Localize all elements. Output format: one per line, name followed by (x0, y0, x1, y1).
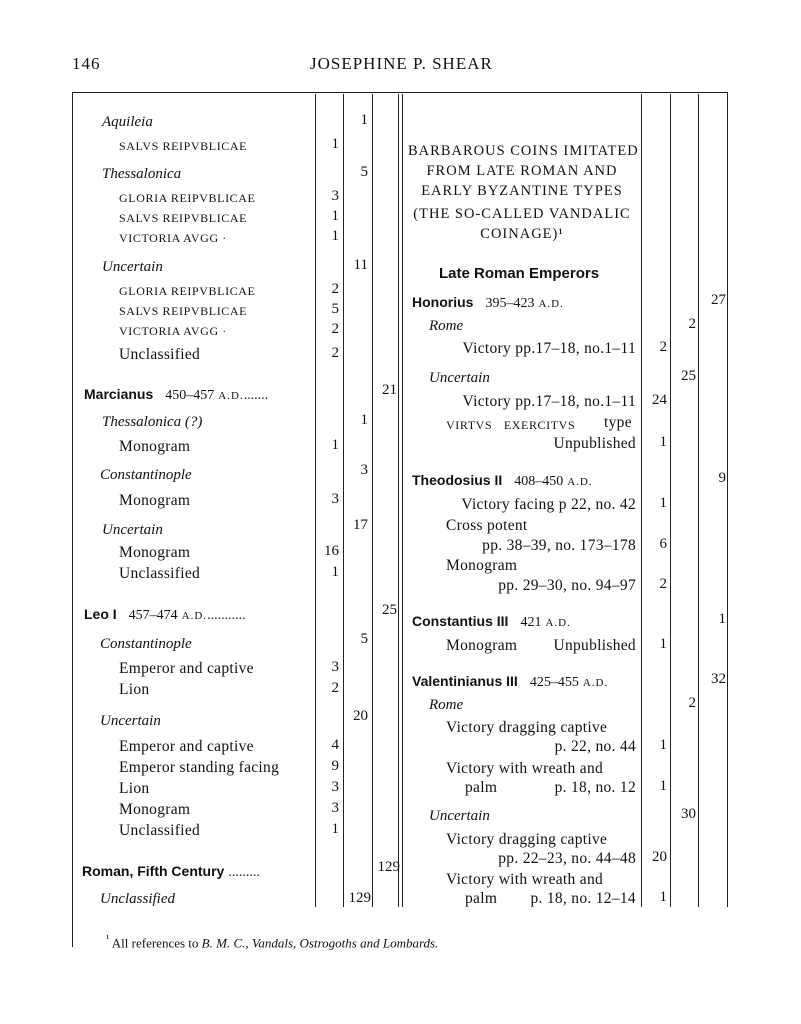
ad-label: A.D. (218, 390, 244, 402)
legend-type: VICTORIA AVGG · (119, 231, 227, 245)
ad-label: A.D. (567, 476, 593, 488)
ad-label: A.D. (582, 677, 609, 689)
mint-label: Uncertain (429, 370, 490, 386)
type-label: Unpublished (553, 637, 636, 654)
table-right-border (727, 92, 728, 907)
type-label: Victory pp.17–18, no.1–11 (462, 340, 636, 357)
col-divider-double (398, 94, 399, 907)
mint-label: Rome (429, 697, 464, 713)
col-divider-double (402, 94, 403, 907)
emperor-dates: 457–474 (128, 608, 178, 623)
count: 2 (331, 680, 339, 696)
type-label: Victory with wreath and (446, 760, 604, 777)
mint-label: Uncertain (102, 259, 163, 275)
type-label: Unclassified (119, 565, 201, 582)
type-label: Monogram (119, 544, 191, 561)
type-label: Emperor standing facing (119, 759, 280, 776)
leader-dots: ........... (207, 608, 246, 623)
legend-type: GLORIA REIPVBLICAE (119, 284, 256, 298)
count: 1 (659, 737, 667, 753)
title-line: BARBAROUS COINS IMITATED (408, 143, 639, 159)
mint-label: Thessalonica (?) (102, 414, 203, 430)
mint-label: Thessalonica (102, 166, 182, 182)
type-reference: pp. 22–23, no. 44–48 (498, 850, 636, 867)
count: 5 (331, 301, 339, 317)
count: 9 (331, 758, 339, 774)
mint-total: 1 (360, 412, 368, 428)
table-top-border (72, 92, 728, 93)
page-number: 146 (72, 54, 101, 73)
mint-total: 2 (688, 695, 696, 711)
count: 24 (652, 392, 667, 408)
running-head: JOSEPHINE P. SHEAR (310, 54, 493, 73)
col-divider (343, 94, 344, 907)
count: 1 (331, 136, 339, 152)
mint-label: Uncertain (100, 713, 161, 729)
mint-total: 11 (353, 257, 368, 273)
type-word: type (604, 414, 632, 431)
mint-label: Rome (429, 318, 464, 334)
type-label: Unpublished (553, 435, 636, 452)
col-divider (698, 94, 699, 907)
count: 2 (331, 345, 339, 361)
mint-total: 17 (353, 517, 368, 533)
emperor-total: 1 (718, 611, 726, 627)
type-label: Lion (119, 681, 150, 698)
type-reference: p. 18, no. 12 (554, 779, 636, 796)
legend-type: GLORIA REIPVBLICAE (119, 191, 256, 205)
mint-total: 1 (360, 112, 368, 128)
count: 16 (324, 543, 339, 559)
mint-total: 129 (348, 890, 371, 906)
title-line: FROM LATE ROMAN AND (426, 163, 618, 179)
emperor-heading (412, 472, 593, 490)
type-label: Emperor and captive (119, 738, 254, 755)
count: 3 (331, 779, 339, 795)
table-left-border (72, 92, 73, 947)
emperor-heading (412, 294, 564, 312)
emperor-name: Roman, Fifth Century (82, 863, 225, 879)
type-label: palm (465, 890, 498, 907)
ad-label: A.D. (181, 610, 208, 622)
col-divider (670, 94, 671, 907)
title-line: COINAGE)¹ (480, 226, 564, 242)
count: 1 (659, 434, 667, 450)
type-label: Lion (119, 780, 150, 797)
type-reference: pp. 38–39, no. 173–178 (482, 537, 636, 554)
count: 3 (331, 491, 339, 507)
emperor-name: Theodosius II (412, 472, 503, 488)
emperor-heading (412, 673, 608, 691)
type-label: Monogram (119, 438, 191, 455)
footnote-ref: B. M. C., (201, 935, 249, 951)
emperor-heading (84, 606, 246, 624)
count: 1 (659, 495, 667, 511)
type-label: Monogram (119, 801, 191, 818)
footnote-marker: ¹ (106, 933, 110, 945)
type-label: Emperor and captive (119, 660, 254, 677)
count: 20 (652, 849, 667, 865)
emperor-name: Valentinianus III (412, 673, 518, 689)
type-label: Victory dragging captive (446, 719, 608, 736)
type-label: Victory dragging captive (446, 831, 608, 848)
emperor-heading (412, 613, 571, 631)
count: 1 (331, 208, 339, 224)
title-line: (THE SO-CALLED VANDALIC (413, 206, 631, 222)
emperor-total: 25 (382, 602, 397, 618)
mint-total: 5 (360, 631, 368, 647)
count: 1 (659, 636, 667, 652)
ad-label: A.D. (545, 617, 571, 629)
type-label: palm (465, 779, 498, 796)
ad-label: A.D. (538, 298, 564, 310)
subsection-heading: Late Roman Emperors (439, 265, 600, 282)
count: 2 (659, 576, 667, 592)
legend-type: VICTORIA AVGG · (119, 324, 227, 338)
mint-total: 2 (688, 316, 696, 332)
count: 4 (331, 737, 339, 753)
leader-dots: ......... (228, 865, 260, 880)
type-label: Unclassified (119, 822, 201, 839)
emperor-total: 9 (718, 470, 726, 486)
emperor-dates: 395–423 (485, 296, 535, 311)
emperor-dates: 421 (520, 615, 542, 630)
mint-label: Unclassified (100, 891, 175, 907)
title-line: EARLY BYZANTINE TYPES (421, 183, 623, 199)
emperor-name: Honorius (412, 294, 474, 310)
emperor-name: Marcianus (84, 386, 154, 402)
emperor-dates: 450–457 (165, 388, 215, 403)
type-label: Monogram (119, 492, 191, 509)
mint-total: 5 (360, 164, 368, 180)
type-label: Cross potent (446, 517, 528, 534)
mint-label: Uncertain (102, 522, 163, 538)
type-label: Victory facing p 22, no. 42 (461, 496, 636, 513)
type-label: Monogram (446, 637, 518, 654)
mint-total: 25 (681, 368, 696, 384)
emperor-dates: 408–450 (514, 474, 564, 489)
count: 1 (331, 821, 339, 837)
count: 2 (659, 339, 667, 355)
type-reference: pp. 29–30, no. 94–97 (498, 577, 636, 594)
footnote-ref: Vandals, Ostrogoths and Lombards. (251, 935, 439, 951)
footnote-text: All references to (111, 935, 199, 951)
count: 1 (331, 228, 339, 244)
legend-type: VIRTVS EXERCITVS (446, 418, 576, 432)
leader-dots: ....... (243, 388, 269, 403)
emperor-total: 21 (382, 382, 397, 398)
type-label: Victory pp.17–18, no.1–11 (462, 393, 636, 410)
count: 2 (331, 321, 339, 337)
mint-total: 30 (681, 806, 696, 822)
emperor-dates: 425–455 (529, 675, 579, 690)
emperor-name: Constantius III (412, 613, 509, 629)
mint-label: Constantinople (100, 467, 192, 483)
count: 2 (331, 281, 339, 297)
count: 3 (331, 800, 339, 816)
emperor-heading (84, 386, 268, 404)
mint-label: Uncertain (429, 808, 490, 824)
col-divider (372, 94, 373, 907)
legend-type: SALVS REIPVBLICAE (119, 139, 248, 153)
count: 3 (331, 659, 339, 675)
emperor-total: 129 (377, 859, 400, 875)
count: 1 (331, 564, 339, 580)
mint-total: 3 (360, 462, 368, 478)
count: 6 (659, 536, 667, 552)
type-reference: p. 22, no. 44 (554, 738, 636, 755)
footnote (106, 933, 438, 951)
count: 3 (331, 188, 339, 204)
legend-type: SALVS REIPVBLICAE (119, 304, 248, 318)
type-label: Monogram (446, 557, 518, 574)
section-title (408, 141, 639, 244)
emperor-total: 27 (711, 292, 726, 308)
type-label: Unclassified (119, 346, 201, 363)
emperor-heading (82, 863, 260, 881)
mint-total: 20 (353, 708, 368, 724)
mint-label: Constantinople (100, 636, 192, 652)
emperor-name: Leo I (84, 606, 117, 622)
count: 1 (659, 889, 667, 905)
legend-type: SALVS REIPVBLICAE (119, 211, 248, 225)
type-reference: p. 18, no. 12–14 (530, 890, 636, 907)
type-label: Victory with wreath and (446, 871, 604, 888)
count: 1 (659, 778, 667, 794)
emperor-total: 32 (711, 671, 726, 687)
mint-label: Aquileia (102, 114, 153, 130)
count: 1 (331, 437, 339, 453)
